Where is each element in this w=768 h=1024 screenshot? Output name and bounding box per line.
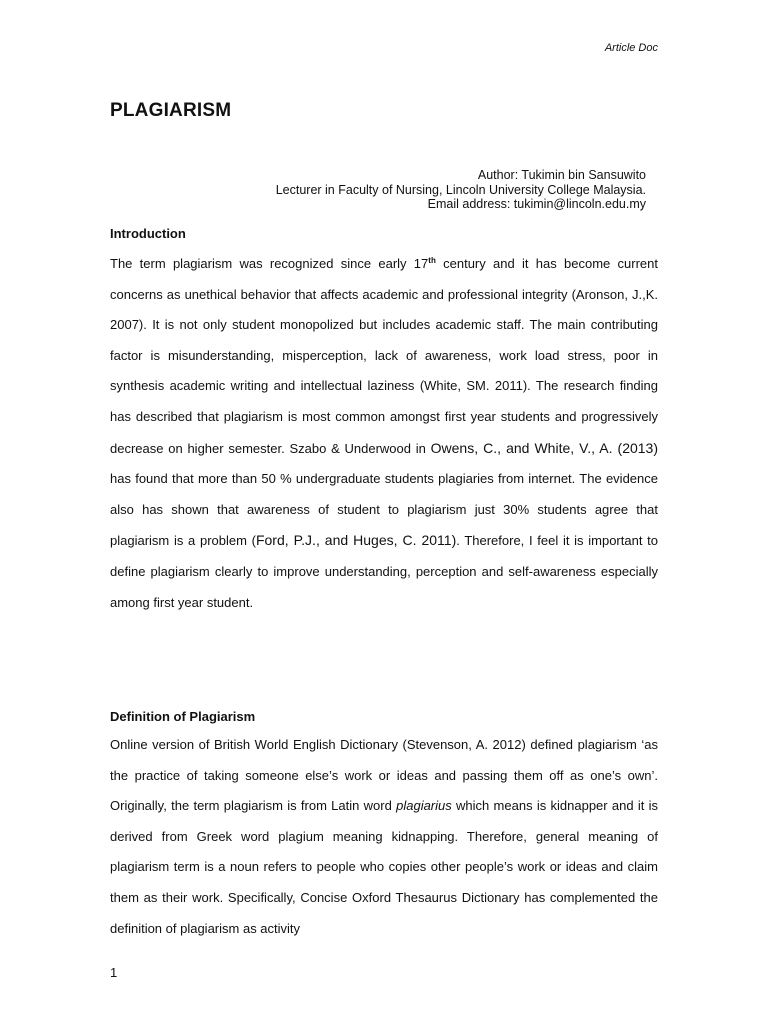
ordinal-superscript: th — [428, 256, 436, 265]
intro-text-4: . Therefore, I feel it is important to define plagiarism clearly to improve understanding, perception and self-awareness especially among first year student. — [110, 533, 658, 610]
author-line: Author: Tukimin bin Sansuwito — [477, 168, 646, 182]
page-number: 1 — [110, 965, 118, 980]
definition-text-2: which means is kidnapper and it is derived from Greek word plagium meaning kidnapping. Therefore, general meaning of plagiarism term is a noun refers to people who copies other people’s work or ideas and claim them as their work. Specifically, Concise Oxford Thesaurus Dictionary has complemented the definition of plagiarism as activity — [110, 798, 659, 936]
affiliation-line: Lecturer in Faculty of Nursing, Lincoln University College Malaysia. — [275, 182, 646, 197]
intro-text-3: has found that more than 50 % undergraduate students plagiaries from internet. The evidence also has shown that awareness of student to plagiarism just 30% students agree that plagiarism is a problem ( — [110, 471, 658, 549]
citation-ford-huges: Ford, P.J., and Huges, C. 2011) — [255, 532, 457, 549]
document-title: PLAGIARISM — [110, 100, 232, 121]
running-head: Article Doc — [604, 42, 658, 54]
intro-text-1: The term plagiarism was recognized since early 17 — [110, 256, 429, 271]
latin-word: plagiarius — [396, 798, 452, 814]
email-line: Email address: tukimin@lincoln.edu.my — [427, 197, 646, 211]
intro-text-2: century and it has become current concerns as unethical behavior that affects academic and professional integrity (Aronson, J.,K. 2007). It is not only student monopolized but includes academic staff. The main contributing factor is misunderstanding, misperception, lack of awareness, work load stress, poor in synthesis academic writing and intellectual laziness (White, SM. 2011). The research finding has described that plagiarism is most common amongst first year students and progressively decrease on higher semester. Szabo & Underwood in — [110, 256, 658, 456]
definition-paragraph — [110, 730, 658, 944]
author-block — [240, 168, 646, 212]
definition-text-1: Online version of British World English Dictionary (Stevenson, A. 2012) defined plagiarism ‘as the practice of taking someone else’s work or ideas and passing them off as one’s own’. Originally, the term plagiarism is from Latin word — [110, 737, 658, 814]
citation-owens-white: Owens, C., and White, V., A. (2013) — [430, 439, 658, 456]
introduction-paragraph — [110, 249, 658, 618]
introduction-heading: Introduction — [110, 226, 186, 241]
definition-heading: Definition of Plagiarism — [110, 709, 256, 724]
